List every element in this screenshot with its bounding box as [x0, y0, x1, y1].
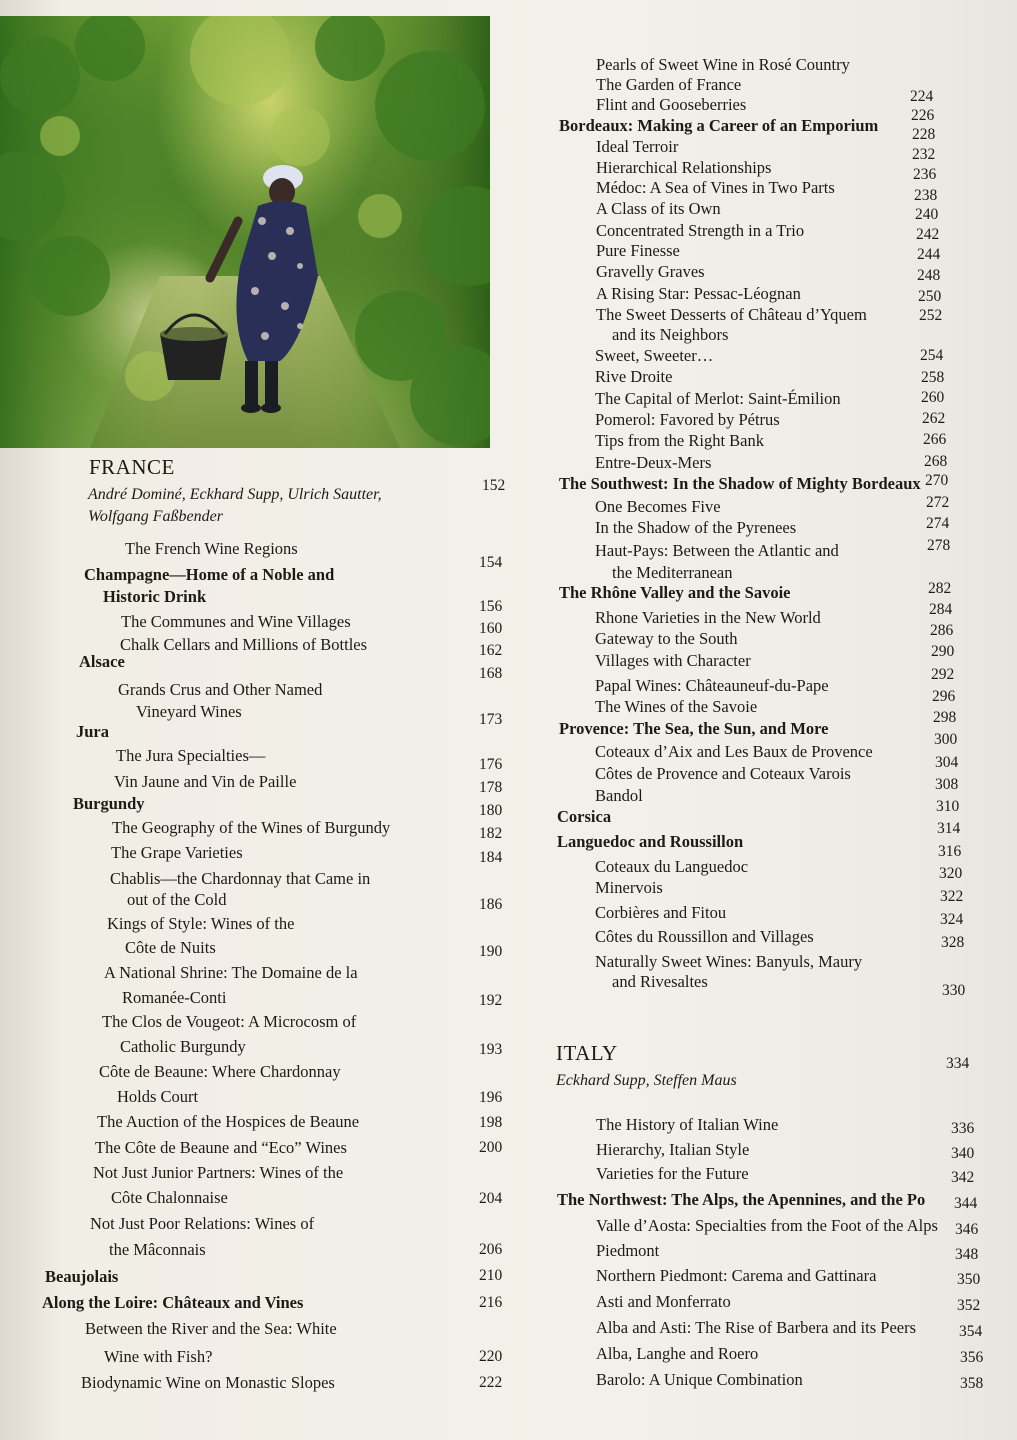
page-number: 278: [927, 537, 951, 554]
toc-right-entry: Coteaux du Languedoc: [595, 857, 749, 876]
page-number: 198: [479, 1114, 503, 1131]
chapter-title-france: FRANCE: [89, 455, 175, 479]
page-number: 262: [922, 410, 946, 427]
page-number: 180: [479, 802, 503, 819]
toc-left-entry: The Côte de Beaune and “Eco” Wines: [95, 1138, 347, 1157]
chapter-page-number: 152: [482, 477, 506, 494]
toc-left-entry: Along the Loire: Châteaux and Vines: [42, 1293, 304, 1312]
page-number: 226: [911, 107, 935, 124]
toc-right-entry: Sweet, Sweeter…: [595, 346, 714, 365]
toc-left-entry: Champagne—Home of a Noble and: [84, 565, 335, 584]
toc-left-entry: out of the Cold: [127, 890, 227, 909]
toc-right-entry: The Capital of Merlot: Saint-Émilion: [595, 389, 841, 408]
page-number: 348: [955, 1246, 979, 1263]
toc-left-entry: Kings of Style: Wines of the: [107, 914, 295, 933]
page-number: 248: [917, 267, 941, 284]
page-number: 290: [931, 643, 955, 660]
page-number: 186: [479, 896, 503, 913]
toc-left-entry: Not Just Junior Partners: Wines of the: [93, 1163, 344, 1182]
page-number: 238: [914, 187, 938, 204]
page-number: 236: [913, 166, 937, 183]
page-number: 322: [940, 888, 964, 905]
toc-right-entry: The Wines of the Savoie: [595, 697, 758, 716]
toc-right-entry: Corsica: [557, 807, 612, 826]
page-number: 296: [932, 688, 956, 705]
toc-left-entry: The Geography of the Wines of Burgundy: [112, 818, 391, 837]
toc-left-entry: Not Just Poor Relations: Wines of: [90, 1214, 315, 1233]
page-number: 284: [929, 601, 953, 618]
toc-left-entry: Historic Drink: [103, 587, 207, 606]
toc-right-entry: Haut-Pays: Between the Atlantic and: [595, 541, 839, 560]
toc-right-entry: The Sweet Desserts of Château d’Yquem: [596, 305, 867, 324]
page-number: 222: [479, 1374, 503, 1391]
toc-right-entry: Concentrated Strength in a Trio: [596, 221, 805, 240]
toc-right-entry: Pure Finesse: [596, 241, 680, 260]
authors-line: Wolfgang Faßbender: [88, 508, 223, 525]
toc-right-entry: Hierarchical Relationships: [596, 158, 772, 177]
toc-right-entry: Médoc: A Sea of Vines in Two Parts: [596, 178, 835, 197]
toc-right-entry: Bordeaux: Making a Career of an Emporium: [559, 116, 879, 135]
page-number: 342: [951, 1169, 975, 1186]
toc-right-entry: Rive Droite: [595, 367, 673, 386]
toc-right-entry: and its Neighbors: [612, 325, 729, 344]
toc-left-entry: Côte Chalonnaise: [111, 1188, 228, 1207]
toc-right-entry: Côtes du Roussillon and Villages: [595, 927, 814, 946]
toc-right-entry: A Rising Star: Pessac-Léognan: [596, 284, 801, 303]
chapter-page-number: 334: [946, 1055, 970, 1072]
page-number: 200: [479, 1139, 503, 1156]
page-number: 162: [479, 642, 503, 659]
toc-left-entry: The Clos de Vougeot: A Microcosm of: [102, 1012, 357, 1031]
toc-italy-entry: Valle d’Aosta: Specialties from the Foot of the Alps: [596, 1216, 938, 1235]
page-number: 316: [938, 843, 962, 860]
toc-left-entry: Alsace: [79, 652, 125, 671]
page-number: 286: [930, 622, 954, 639]
toc-left-entry: Vineyard Wines: [136, 702, 242, 721]
page-number: 254: [920, 347, 944, 364]
page-number: 328: [941, 934, 965, 951]
toc-left-entry: The Grape Varieties: [111, 843, 243, 862]
vineyard-photo: [0, 16, 490, 448]
toc-left-entry: A National Shrine: The Domaine de la: [104, 963, 358, 982]
page-number: 266: [923, 431, 947, 448]
toc-right-entry: Papal Wines: Châteauneuf-du-Pape: [595, 676, 829, 695]
page-number: 272: [926, 494, 950, 511]
toc-right-entry: Gateway to the South: [595, 629, 738, 648]
page-number: 250: [918, 288, 942, 305]
toc-left-entry: Côte de Beaune: Where Chardonnay: [99, 1062, 341, 1081]
page-number: 182: [479, 825, 503, 842]
page-number: 210: [479, 1267, 503, 1284]
authors-line: Eckhard Supp, Steffen Maus: [556, 1072, 737, 1089]
page-number: 193: [479, 1041, 503, 1058]
toc-left-entry: Wine with Fish?: [104, 1347, 213, 1366]
toc-italy-entry: Varieties for the Future: [596, 1164, 749, 1183]
toc-right-entry: Naturally Sweet Wines: Banyuls, Maury: [595, 952, 863, 971]
page-number: 304: [935, 754, 959, 771]
page-number: 244: [917, 246, 941, 263]
page-number: 192: [479, 992, 503, 1009]
toc-italy-entry: Northern Piedmont: Carema and Gattinara: [596, 1266, 877, 1285]
page-number: 354: [959, 1323, 983, 1340]
toc-italy-entry: Hierarchy, Italian Style: [596, 1140, 750, 1159]
page-number: 346: [955, 1221, 979, 1238]
toc-left-entry: Vin Jaune and Vin de Paille: [114, 772, 297, 791]
page-number: 298: [933, 709, 957, 726]
toc-italy-entry: Asti and Monferrato: [596, 1292, 731, 1311]
toc-left-entry: Biodynamic Wine on Monastic Slopes: [81, 1373, 335, 1392]
toc-left-entry: the Mâconnais: [109, 1240, 206, 1259]
page-number: 220: [479, 1348, 503, 1365]
toc-right-entry: Rhone Varieties in the New World: [595, 608, 821, 627]
page-number: 314: [937, 820, 961, 837]
page-number: 204: [479, 1190, 503, 1207]
page-number: 358: [960, 1375, 984, 1392]
toc-italy-entry: The Northwest: The Alps, the Apennines, and the Po: [557, 1190, 926, 1209]
authors-line: André Dominé, Eckhard Supp, Ulrich Sautter,: [88, 486, 382, 503]
page-number: 184: [479, 849, 503, 866]
toc-left-entry: Chablis—the Chardonnay that Came in: [110, 869, 371, 888]
toc-left-entry: Jura: [76, 722, 109, 741]
toc-right-entry: Bandol: [595, 786, 643, 805]
page-number: 350: [957, 1271, 981, 1288]
page-number: 352: [957, 1297, 981, 1314]
toc-left-entry: Romanée-Conti: [122, 988, 227, 1007]
toc-right-entry: The Rhône Valley and the Savoie: [559, 583, 791, 602]
toc-italy-entry: Barolo: A Unique Combination: [596, 1370, 803, 1389]
toc-left-entry: The Auction of the Hospices de Beaune: [97, 1112, 360, 1131]
page-number: 310: [936, 798, 960, 815]
toc-right-entry: the Mediterranean: [612, 563, 733, 582]
page-number: 274: [926, 515, 950, 532]
toc-left-entry: Catholic Burgundy: [120, 1037, 246, 1056]
page-number: 308: [935, 776, 959, 793]
toc-right-entry: In the Shadow of the Pyrenees: [595, 518, 797, 537]
page-number: 336: [951, 1120, 975, 1137]
toc-right-entry: Corbières and Fitou: [595, 903, 727, 922]
page-number: 232: [912, 146, 936, 163]
toc-right-entry: Provence: The Sea, the Sun, and More: [559, 719, 829, 738]
page-number: 356: [960, 1349, 984, 1366]
page-number: 330: [942, 982, 966, 999]
page-number: 178: [479, 779, 503, 796]
toc-right-entry: A Class of its Own: [596, 199, 721, 218]
page-number: 340: [951, 1145, 975, 1162]
chapter-title-italy: ITALY: [556, 1041, 618, 1065]
toc-left-entry: The French Wine Regions: [125, 539, 298, 558]
page-number: 268: [924, 453, 948, 470]
toc-left-entry: The Communes and Wine Villages: [121, 612, 351, 631]
toc-italy-entry: Piedmont: [596, 1241, 660, 1260]
page-number: 176: [479, 756, 503, 773]
toc-left-entry: Burgundy: [73, 794, 145, 813]
toc-italy-entry: Alba and Asti: The Rise of Barbera and its Peers: [596, 1318, 917, 1337]
toc-right-entry: Pearls of Sweet Wine in Rosé Country: [596, 55, 850, 74]
toc-right-entry: and Rivesaltes: [612, 972, 708, 991]
toc-right-entry: Entre-Deux-Mers: [595, 453, 712, 472]
page-number: 168: [479, 665, 503, 682]
toc-right-entry: The Garden of France: [596, 75, 742, 94]
page-number: 252: [919, 307, 943, 324]
page-number: 242: [916, 226, 940, 243]
toc-italy-entry: Alba, Langhe and Roero: [596, 1344, 759, 1363]
page-number: 156: [479, 598, 503, 615]
page-number: 292: [931, 666, 955, 683]
toc-right-entry: Flint and Gooseberries: [596, 95, 747, 114]
toc-left-entry: Holds Court: [117, 1087, 199, 1106]
toc-right-entry: Ideal Terroir: [596, 137, 679, 156]
page-number: 240: [915, 206, 939, 223]
toc-right-entry: Tips from the Right Bank: [595, 431, 764, 450]
page-number: 154: [479, 554, 503, 571]
page-number: 216: [479, 1294, 503, 1311]
page-number: 160: [479, 620, 503, 637]
toc-right-entry: Minervois: [595, 878, 663, 897]
page-number: 270: [925, 472, 949, 489]
page-number: 282: [928, 580, 952, 597]
toc-left-entry: The Jura Specialties—: [116, 746, 266, 765]
page-number: 258: [921, 369, 945, 386]
page-number: 206: [479, 1241, 503, 1258]
toc-left-entry: Beaujolais: [45, 1267, 119, 1286]
page-number: 300: [934, 731, 958, 748]
toc-right-entry: Coteaux d’Aix and Les Baux de Provence: [595, 742, 873, 761]
toc-right-entry: The Southwest: In the Shadow of Mighty Bordeaux: [559, 474, 921, 493]
page-number: 344: [954, 1195, 978, 1212]
page-number: 260: [921, 389, 945, 406]
toc-right-entry: Pomerol: Favored by Pétrus: [595, 410, 780, 429]
page-number: 224: [910, 88, 934, 105]
page-number: 320: [939, 865, 963, 882]
toc-left-entry: Chalk Cellars and Millions of Bottles: [120, 635, 368, 654]
toc-right-entry: Gravelly Graves: [596, 262, 705, 281]
toc-right-entry: Côtes de Provence and Coteaux Varois: [595, 764, 851, 783]
page-number: 196: [479, 1089, 503, 1106]
toc-left-entry: Between the River and the Sea: White: [85, 1319, 337, 1338]
toc-right-entry: Languedoc and Roussillon: [557, 832, 744, 851]
page-number: 190: [479, 943, 503, 960]
page-number: 324: [940, 911, 964, 928]
toc-right-entry: Villages with Character: [595, 651, 751, 670]
toc-italy-entry: The History of Italian Wine: [596, 1115, 779, 1134]
vineyard-illustration: [0, 16, 490, 448]
toc-right-entry: One Becomes Five: [595, 497, 721, 516]
toc-left-entry: Côte de Nuits: [125, 938, 216, 957]
toc-left-entry: Grands Crus and Other Named: [118, 680, 323, 699]
page-number: 228: [912, 126, 936, 143]
page-number: 173: [479, 711, 503, 728]
